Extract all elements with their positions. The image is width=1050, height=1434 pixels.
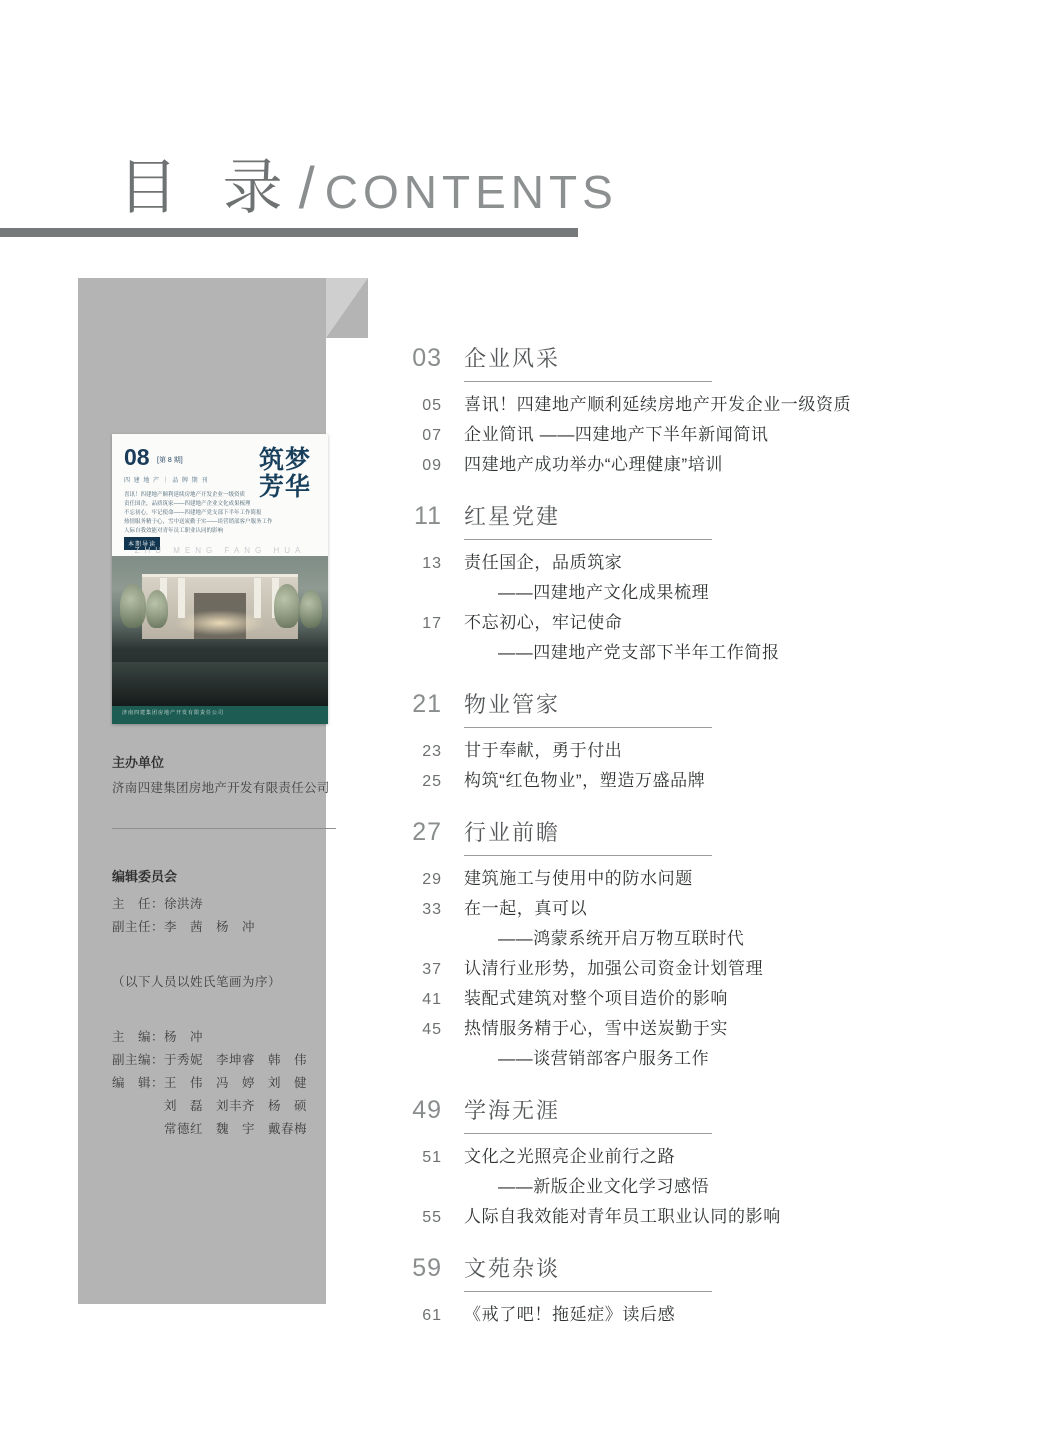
toc-entry[interactable]: [388, 986, 988, 1012]
page-title-cn: 目 录: [118, 154, 297, 221]
page-title-en: CONTENTS: [324, 166, 618, 218]
toc-entry-page-number: 17: [422, 615, 442, 632]
cover-bullet: 热情服务精于心，雪中送炭勤于实——谈营销部客户服务工作: [124, 519, 273, 525]
committee-block: [112, 866, 360, 939]
cover-footer-text: 济南四建集团房地产开发有限责任公司: [122, 710, 225, 716]
toc-section-page-number: 59: [412, 1254, 442, 1282]
cover-issue-label: [第 8 期]: [157, 457, 183, 464]
toc-entry-subtitle: ——鸿蒙系统开启万物互联时代: [498, 929, 745, 948]
staff-row: 常德红 魏 宇 戴春梅: [112, 1122, 308, 1136]
toc-entry-subtitle: ——四建地产党支部下半年工作简报: [498, 643, 780, 662]
toc-section-title: 企业风采: [464, 346, 561, 371]
toc-section-title: 学海无涯: [464, 1098, 561, 1123]
toc-section-divider: [464, 1133, 712, 1134]
toc-section: [388, 500, 988, 684]
toc-entry[interactable]: [388, 866, 988, 892]
cover-footer-band: [112, 706, 328, 724]
toc-entry-page-number: 55: [422, 1209, 442, 1226]
cover-subtitle: 四 建 地 产 ｜ 品 牌 期 刊: [124, 478, 209, 484]
toc-entry[interactable]: [388, 738, 988, 764]
toc-entry[interactable]: [388, 768, 988, 794]
committee-row: 主 任：徐洪涛: [112, 897, 204, 911]
toc-section-header[interactable]: [388, 342, 988, 373]
photo-tree: [274, 584, 300, 628]
cover-pinyin: ZHU MENG FANG HUA: [134, 546, 306, 555]
toc-entry-subtitle: ——新版企业文化学习感悟: [498, 1177, 710, 1196]
toc-entry-page-number: 13: [422, 555, 442, 572]
toc-section-title: 红星党建: [464, 504, 561, 529]
toc-entry-title: 认清行业形势，加强公司资金计划管理: [464, 959, 764, 978]
toc-entry-page-number: 07: [422, 427, 442, 444]
header-divider: [0, 228, 578, 237]
toc-entry[interactable]: [388, 452, 988, 478]
toc-section-page-number: 03: [412, 344, 442, 372]
toc-entry[interactable]: [388, 610, 988, 636]
toc-entry[interactable]: [388, 1016, 988, 1042]
toc-entry-title: 不忘初心，牢记使命: [464, 613, 623, 632]
toc-entry[interactable]: [388, 896, 988, 922]
toc-section: [388, 816, 988, 1090]
cover-bullet: 不忘初心，牢记使命——四建地产党支部下半年工作简报: [124, 510, 262, 516]
photo-water: [112, 662, 328, 706]
toc-section: [388, 1094, 988, 1248]
toc-entry-title: 甘于奉献，勇于付出: [464, 741, 623, 760]
toc-section-divider: [464, 539, 712, 540]
toc-entry-page-number: 33: [422, 901, 442, 918]
cover-bullet: 责任国企，品质筑家——四建地产企业文化成果梳理: [124, 501, 251, 507]
toc-entry-title: 喜讯！四建地产顺利延续房地产开发企业一级资质: [464, 395, 852, 414]
toc-entry[interactable]: [388, 550, 988, 576]
page-title: [118, 140, 618, 226]
toc-section: [388, 688, 988, 812]
cover-badge: 本期导读: [124, 537, 160, 550]
toc-entry-page-number: 29: [422, 871, 442, 888]
cover-bullet: 喜讯！四建地产顺利延续房地产开发企业一级资质: [124, 492, 246, 498]
cover-top: [112, 434, 328, 556]
photo-light-glow: [174, 610, 266, 636]
toc-entry-page-number: 25: [422, 773, 442, 790]
toc-section-spacer: [388, 482, 988, 496]
toc-entry-title: 责任国企，品质筑家: [464, 553, 623, 572]
toc-entry-subtitle: ——四建地产文化成果梳理: [498, 583, 710, 602]
toc-section-header[interactable]: [388, 816, 988, 847]
toc-section-page-number: 49: [412, 1096, 442, 1124]
toc-section-divider: [464, 855, 712, 856]
toc-section-header[interactable]: [388, 1252, 988, 1283]
organizer-block: [112, 752, 360, 796]
cover-photo: [112, 556, 328, 706]
toc-entry-page-number: 41: [422, 991, 442, 1008]
masthead-divider: [112, 828, 336, 829]
table-of-contents: [388, 342, 988, 1350]
toc-entry-title: 建筑施工与使用中的防水问题: [464, 869, 693, 888]
staff-row: 刘 磊 刘丰齐 杨 硕: [112, 1099, 308, 1113]
photo-tree: [300, 590, 322, 628]
toc-section-header[interactable]: [388, 1094, 988, 1125]
toc-section-divider: [464, 381, 712, 382]
toc-entry[interactable]: [388, 1204, 988, 1230]
organizer-label: 主办单位: [112, 755, 165, 770]
toc-section-page-number: 27: [412, 818, 442, 846]
order-note: [112, 972, 360, 990]
title-slash: /: [298, 156, 315, 221]
toc-entry-title: 热情服务精于心，雪中送炭勤于实: [464, 1019, 728, 1038]
toc-section: [388, 1252, 988, 1346]
toc-entry-title: 文化之光照亮企业前行之路: [464, 1147, 676, 1166]
toc-section-title: 行业前瞻: [464, 820, 561, 845]
toc-section-spacer: [388, 1234, 988, 1248]
toc-section-header[interactable]: [388, 688, 988, 719]
toc-section-title: 文苑杂谈: [464, 1256, 561, 1281]
toc-section-divider: [464, 727, 712, 728]
magazine-cover-thumbnail: [112, 434, 328, 724]
toc-section-spacer: [388, 798, 988, 812]
toc-section-spacer: [388, 1076, 988, 1090]
staff-row: 主 编：杨 冲: [112, 1030, 204, 1044]
committee-label: 编辑委员会: [112, 869, 178, 884]
staff-row: 副主编：于秀妮 李坤睿 韩 伟: [112, 1053, 308, 1067]
toc-entry-page-number: 45: [422, 1021, 442, 1038]
toc-entry-title: 装配式建筑对整个项目造价的影响: [464, 989, 728, 1008]
toc-entry-title: 《戒了吧！拖延症》读后感: [464, 1305, 676, 1324]
toc-entry-page-number: 61: [422, 1307, 442, 1324]
toc-entry[interactable]: [388, 422, 988, 448]
toc-section-divider: [464, 1291, 712, 1292]
toc-entry[interactable]: [388, 1144, 988, 1170]
staff-row: 编 辑：王 伟 冯 婷 刘 健: [112, 1076, 308, 1090]
toc-section: [388, 342, 988, 496]
toc-entry-page-number: 05: [422, 397, 442, 414]
toc-entry-title: 四建地产成功举办“心理健康”培训: [464, 455, 723, 474]
toc-entry[interactable]: [388, 1302, 988, 1328]
toc-section-header[interactable]: [388, 500, 988, 531]
toc-entry-page-number: 37: [422, 961, 442, 978]
toc-entry-page-number: 09: [422, 457, 442, 474]
toc-entry[interactable]: [388, 392, 988, 418]
toc-entry-page-number: 23: [422, 743, 442, 760]
photo-tree: [120, 584, 146, 628]
toc-entry-subtitle: ——谈营销部客户服务工作: [498, 1049, 710, 1068]
toc-section-spacer: [388, 670, 988, 684]
toc-entry[interactable]: [388, 956, 988, 982]
cover-issue-number: 08: [124, 444, 150, 470]
committee-row: 副主任：李 茜 杨 冲: [112, 920, 256, 934]
cover-bullet: 人际自我效能对青年员工职业认同的影响: [124, 528, 224, 534]
toc-entry-title: 企业简讯 ——四建地产下半年新闻简讯: [464, 425, 769, 444]
order-note-text: （以下人员以姓氏笔画为序）: [112, 975, 282, 989]
toc-section-spacer: [388, 1332, 988, 1346]
toc-section-title: 物业管家: [464, 692, 561, 717]
toc-entry-title: 人际自我效能对青年员工职业认同的影响: [464, 1207, 781, 1226]
cover-title: 筑梦芳华: [258, 445, 311, 501]
photo-tree: [146, 590, 168, 628]
staff-block: [112, 1026, 360, 1141]
organizer-value: 济南四建集团房地产开发有限责任公司: [112, 781, 330, 795]
toc-entry-title: 构筑“红色物业”，塑造万盛品牌: [464, 771, 706, 790]
toc-entry-title: 在一起，真可以: [464, 899, 588, 918]
toc-section-page-number: 11: [414, 502, 442, 530]
toc-section-page-number: 21: [412, 690, 442, 718]
toc-entry-page-number: 51: [422, 1149, 442, 1166]
